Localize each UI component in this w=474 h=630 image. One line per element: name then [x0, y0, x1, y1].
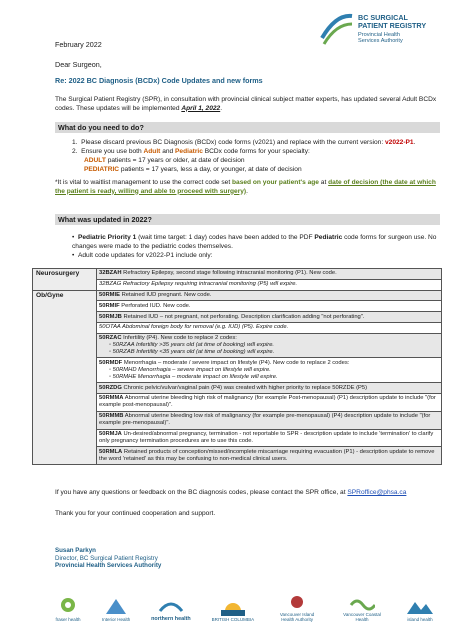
- northern-health-logo: northern health: [151, 595, 191, 622]
- vancouver-island-icon: [284, 591, 310, 611]
- logo-subtitle: Provincial Health Services Authority: [358, 32, 403, 45]
- interior-health-logo: Interior Health: [102, 596, 130, 622]
- table-row: [33, 269, 442, 280]
- table-row: [33, 290, 442, 301]
- code-cell: 50RMMB Abnormal uterine bleeding low risk of malignancy (for example pre-menopausal) (P4) description update to include "(for example pre-menopausal)".: [97, 411, 442, 429]
- island-health-icon: [405, 596, 435, 616]
- subject-line: Re: 2022 BC Diagnosis (BCDx) Code Updates and new forms: [55, 76, 263, 85]
- questions-paragraph: If you have any questions or feedback on the BC diagnosis codes, please contact the SPR office, at SPRoffice@phsa.ca: [55, 489, 407, 496]
- signer-title: Director, BC Surgical Patient Registry: [55, 554, 158, 562]
- health-authority-logos: [55, 570, 435, 622]
- thanks-line: Thank you for your continued cooperation and support.: [55, 510, 216, 517]
- specialty-obgyne: Ob/Gyne: [33, 290, 97, 465]
- implementation-date: April 1, 2022: [181, 104, 221, 112]
- step-1: 1. Please discard previous BC Diagnosis (BCDx) code forms (v2021) and replace with the current version: v2022-P1.: [72, 139, 416, 146]
- code-cell: 50RZAC Infertility (P4). New code to replace 2 codes: ◦ 50RZAA Infertility >35 years old (at time of booking) will expire. ◦ 50RZAB Infertility <35 years old (at time of booking) will expire.: [97, 333, 442, 358]
- section-updated-heading: What was updated in 2022?: [55, 214, 440, 225]
- spr-email-link[interactable]: SPRoffice@phsa.ca: [347, 489, 407, 496]
- todo-steps: [55, 138, 442, 196]
- code-cell: 32BZAG Refractory Epilepsy requiring intracranial monitoring (P5) will expire.: [97, 279, 442, 290]
- vancouver-coastal-health-logo: Vancouver Coastal Health: [340, 591, 384, 622]
- code-cell: 50RMJB Retained IUD – not pregnant, not perforating. Description clarification adding "not perforating".: [97, 312, 442, 323]
- signature-block: [55, 547, 161, 570]
- code-cell: 50OTAA Abdominal foreign body for removal (e.g. IUD) (P5). Expire code.: [97, 322, 442, 333]
- bullet-pediatric: • Pediatric Priority 1 (wait time target: 1 day) codes have been added to the PDF Pediatric code forms for surgeon use. No changes were made to the pediatric codes themselves.: [72, 234, 437, 250]
- logo-title: BC SURGICAL PATIENT REGISTRY: [358, 13, 427, 30]
- sub-item: ◦ 50RZAB Infertility <35 years old (at time of booking) will expire.: [109, 349, 275, 356]
- code-cell: 50RMIF Perforated IUD. New code.: [97, 301, 442, 312]
- northern-health-icon: [158, 595, 184, 615]
- fraser-health-logo: fraser health: [55, 596, 81, 622]
- step-2: 2. Ensure you use both Adult and Pediatric BCDx code forms for your specialty:: [72, 148, 310, 155]
- specialty-neurosurgery: Neurosurgery: [33, 269, 97, 291]
- code-cell: 50RMIE Retained IUD pregnant. New code.: [97, 290, 442, 301]
- code-cell: 32BZAH Refractory Epilepsy, second stage following intracranial monitoring (P1). New code.: [97, 269, 442, 280]
- greeting: Dear Surgeon,: [55, 60, 102, 69]
- age-note: *It is vital to waitlist management to use the correct code set based on your patient's age at date of decision (the date at which the patient is ready, willing and able to proceed with surgery).: [55, 179, 436, 195]
- british-columbia-logo: BRITISH COLUMBIA: [212, 596, 255, 622]
- sub-item: ◦ 50RMHD Menorrhagia – severe impact on lifestyle will expire.: [109, 366, 271, 373]
- code-cell: 50RMJA Un-desired/abnormal pregnancy, termination - not reportable to SPR - description update to include 'termination' to clarify only pregnancy termination procedures are to use this code.: [97, 429, 442, 447]
- adult-definition: ADULT patients = 17 years or older, at date of decision: [84, 157, 245, 164]
- code-cell: 50RMLA Retained products of conception/missed/incomplete miscarriage requiring evacuation (P1) - description update to remove the word 'retained' as this may be confusing to non-medical clinical users.: [97, 447, 442, 465]
- code-updates-table: [32, 268, 442, 465]
- code-cell: 50RMMA Abnormal uterine bleeding high risk of malignancy (for example Post-menopausal) (P1) description update to include "(for example post-menopausal)".: [97, 394, 442, 412]
- signer-name: Susan Parkyn: [55, 547, 96, 554]
- vancouver-island-health-logo: Vancouver Island Health Authority: [275, 591, 319, 622]
- spr-logo-icon: [318, 10, 356, 50]
- sub-item: ◦ 50RMHE Menorrhagia – moderate impact on lifestyle will expire.: [109, 373, 278, 380]
- interior-health-icon: [103, 596, 129, 616]
- code-cell: 50RMDF Menorrhagia – moderate / severe impact on lifestyle (P4). New code to replace 2 codes: ◦ 50RMHD Menorrhagia – severe impact on lifestyle will expire. ◦ 50RMHE Menorrhagia – moderate impact on lifestyle will expire.: [97, 358, 442, 383]
- fraser-health-icon: [55, 596, 81, 616]
- letter-date: February 2022: [55, 40, 102, 49]
- island-health-logo: island health: [405, 596, 435, 622]
- sub-item: ◦ 50RZAA Infertility >35 years old (at time of booking) will expire.: [109, 342, 275, 349]
- bc-sun-icon: [218, 596, 248, 616]
- coastal-health-icon: [349, 591, 375, 611]
- intro-paragraph: The Surgical Patient Registry (SPR), in consultation with provincial clinical subject matter experts, has updated several Adult BCDx codes. These updates will be implemented April 1, 2022.: [55, 96, 437, 112]
- code-cell: 50RZDG Chronic pelvic/vulvar/vaginal pain (P4) was created with higher priority to replace 50RZDE (P5): [97, 383, 442, 394]
- signer-org: Provincial Health Services Authority: [55, 562, 162, 570]
- bullet-adult: • Adult code updates for v2022-P1 include only:: [72, 252, 213, 259]
- update-bullets: [72, 233, 442, 260]
- spr-logo: [318, 10, 468, 62]
- section-todo-heading: What do you need to do?: [55, 122, 440, 133]
- pediatric-definition: PEDIATRIC patients = 17 years, less a day, or younger, at date of decision: [84, 166, 302, 173]
